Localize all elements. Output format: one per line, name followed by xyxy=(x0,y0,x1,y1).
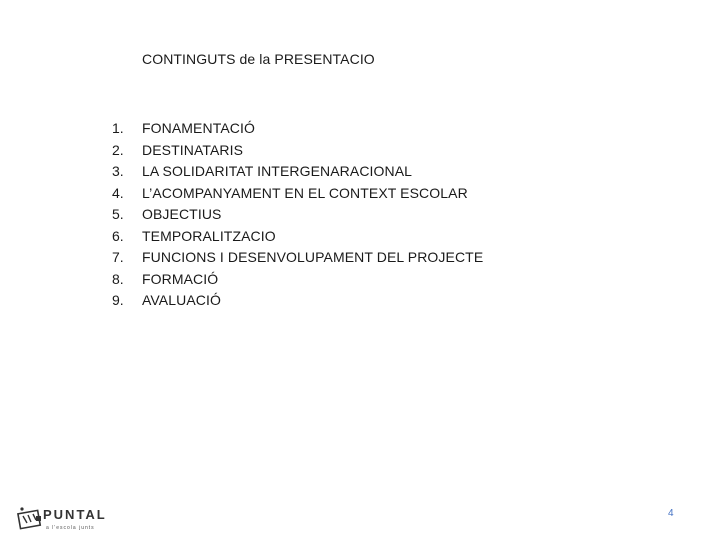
item-text: FUNCIONS I DESENVOLUPAMENT DEL PROJECTE xyxy=(142,249,484,265)
list-item xyxy=(112,183,483,205)
logo-wordmark: PUNTAL xyxy=(43,507,107,522)
slide-title: CONTINGUTS de la PRESENTACIO xyxy=(142,51,375,67)
item-number: 7. xyxy=(112,249,124,265)
page-number: 4 xyxy=(668,508,674,519)
list-item xyxy=(112,118,483,140)
item-text: AVALUACIÓ xyxy=(142,292,221,308)
logo-tagline: a l'escola junts xyxy=(46,525,95,531)
list-item xyxy=(112,140,483,162)
item-number: 2. xyxy=(112,141,124,158)
item-number: 3. xyxy=(112,163,124,179)
puntal-logo xyxy=(16,505,126,535)
item-text: OBJECTIUS xyxy=(142,206,222,222)
item-text: FONAMENTACIÓ xyxy=(142,120,255,136)
item-text: DESTINATARIS xyxy=(142,141,244,158)
logo-pictogram-icon xyxy=(16,505,44,533)
item-text: LA SOLIDARITAT INTERGENARACIONAL xyxy=(142,163,413,179)
contents-list xyxy=(112,118,483,312)
item-number: 1. xyxy=(112,120,124,136)
list-item xyxy=(112,247,483,269)
list-item xyxy=(112,290,483,312)
list-item xyxy=(112,204,483,226)
item-number: 8. xyxy=(112,270,124,287)
item-number: 9. xyxy=(112,292,124,308)
item-number: 6. xyxy=(112,227,124,244)
item-number: 5. xyxy=(112,206,124,222)
list-item xyxy=(112,226,483,248)
list-item xyxy=(112,269,483,291)
item-text: FORMACIÓ xyxy=(142,270,219,287)
item-text: L’ACOMPANYAMENT EN EL CONTEXT ESCOLAR xyxy=(142,184,468,201)
item-number: 4. xyxy=(112,184,124,201)
item-text: TEMPORALITZACIO xyxy=(142,227,276,244)
list-item xyxy=(112,161,483,183)
